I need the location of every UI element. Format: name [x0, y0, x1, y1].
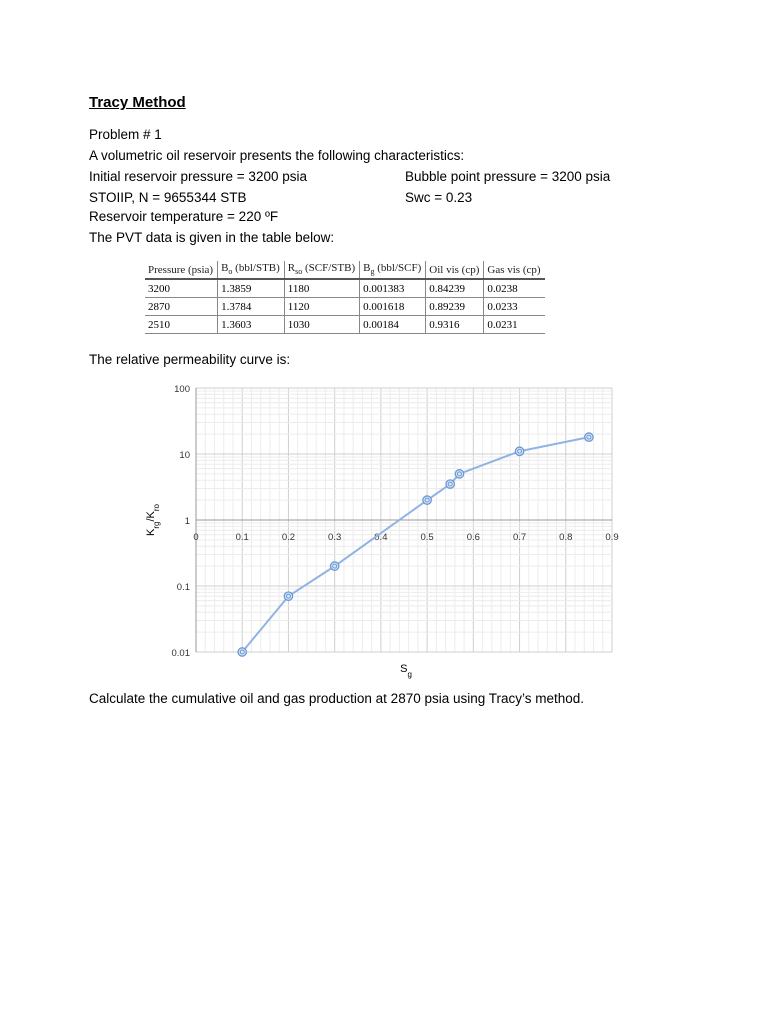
pvt-intro-text: The PVT data is given in the table below: [89, 230, 335, 245]
x-tick-label: 0.2 [281, 532, 296, 543]
table-cell: 1.3859 [218, 279, 285, 298]
y-tick-label: 10 [179, 450, 190, 461]
data-points [235, 433, 593, 656]
table-cell: 0.0238 [484, 279, 545, 298]
question-text: Calculate the cumulative oil and gas production at 2870 psia using Tracy’s method. [89, 691, 585, 706]
x-tick-label: 0.7 [512, 532, 527, 543]
page-title: Tracy Method [89, 94, 186, 111]
intro-text: A volumetric oil reservoir presents the following characteristics: [89, 148, 465, 163]
y-tick-label: 100 [174, 384, 190, 395]
data-point [284, 592, 292, 600]
table-cell: 0.00184 [360, 316, 426, 334]
header-rso: $R_{so}$ (SCF/STB) [284, 261, 359, 279]
table-cell: 1120 [284, 298, 359, 316]
swc-text: Swc = 0.23 [405, 190, 473, 205]
y-tick-label: 0.1 [176, 582, 190, 593]
y-axis-label: $K_{rg}/K_{ro}$ [145, 504, 161, 536]
data-point [238, 648, 246, 656]
table-cell: 2870 [148, 300, 170, 313]
table-cell: 1180 [284, 279, 359, 298]
table-cell: 1.3603 [218, 316, 285, 334]
y-tick-label: 0.01 [171, 648, 190, 659]
x-tick-label: 0.5 [420, 532, 434, 543]
data-point [330, 562, 338, 570]
x-tick-label: 0.4 [374, 532, 388, 543]
table-header-row [145, 261, 545, 279]
data-point [515, 447, 523, 455]
problem-label: Problem # 1 [89, 127, 162, 142]
x-tick-label: 0.8 [559, 532, 573, 543]
series-line [242, 437, 589, 652]
table-cell: 1.3784 [218, 298, 285, 316]
bubble-point-text: Bubble point pressure = 3200 psia [405, 169, 611, 184]
relperm-chart [140, 378, 630, 680]
header-bo: $B_o$ (bbl/STB) [218, 261, 285, 279]
x-tick-label: 0.1 [235, 532, 249, 543]
table-cell: 0.9316 [426, 316, 484, 334]
initial-pressure-text: Initial reservoir pressure = 3200 psia [89, 169, 307, 184]
table-cell: 0.84239 [426, 279, 484, 298]
stoiip-text: STOIIP, N = 9655344 STB [89, 190, 247, 205]
x-tick-labels [193, 532, 618, 543]
table-row [145, 279, 545, 298]
header-pressure: Pressure (psia) [148, 263, 214, 276]
table-cell: 0.001383 [360, 279, 426, 298]
table-row [145, 298, 545, 316]
header-bg: $B_g$ (bbl/SCF) [360, 261, 426, 279]
y-tick-label: 1 [184, 516, 190, 527]
data-point [585, 433, 593, 441]
data-point [423, 496, 431, 504]
table-cell: 2510 [148, 318, 170, 331]
relperm-intro-text: The relative permeability curve is: [89, 352, 291, 367]
table-cell: 0.0233 [484, 298, 545, 316]
table-cell: 0.0231 [484, 316, 545, 334]
table-cell: 3200 [148, 282, 170, 295]
pvt-table [145, 261, 545, 334]
temperature-text: Reservoir temperature = 220 ºF [89, 209, 279, 224]
x-tick-label: 0.3 [328, 532, 342, 543]
table-row [145, 316, 545, 334]
header-oil-vis: Oil vis (cp) [426, 261, 484, 279]
x-axis-label: $S_g$ [400, 663, 412, 679]
table-cell: 1030 [284, 316, 359, 334]
chart-grid [196, 388, 612, 652]
header-gas-vis: Gas vis (cp) [484, 261, 545, 279]
y-tick-labels [172, 384, 191, 659]
table-cell: 0.001618 [360, 298, 426, 316]
table-cell: 0.89239 [426, 298, 484, 316]
x-tick-label: 0.6 [466, 532, 480, 543]
x-tick-label: 0.9 [605, 532, 619, 543]
x-tick-label: 0 [193, 532, 199, 543]
data-point [455, 470, 463, 478]
data-point [446, 480, 454, 488]
